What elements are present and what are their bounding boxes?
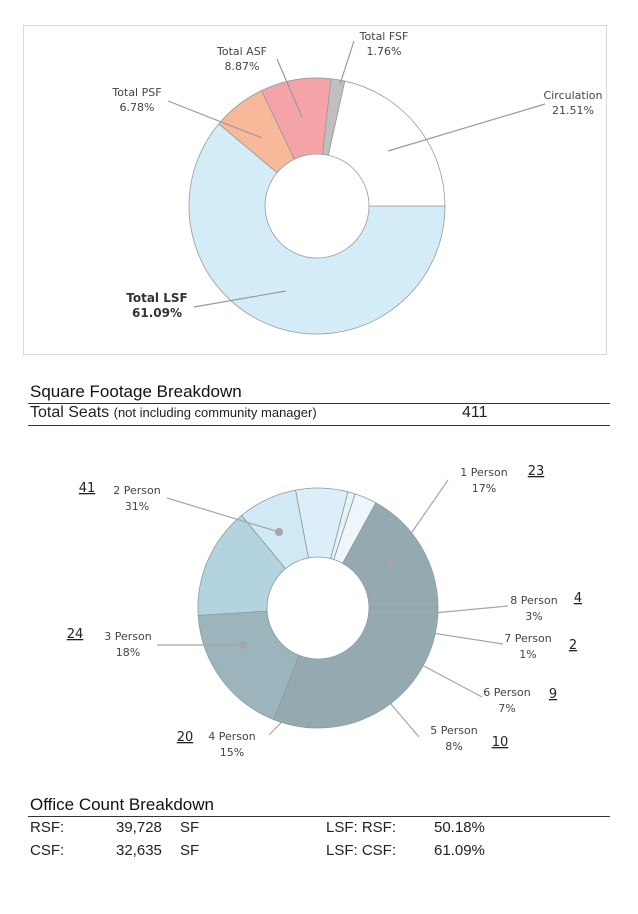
slice-pct-8-person: 3% (525, 610, 543, 623)
slice-pct-total-psf: 6.78% (119, 101, 155, 114)
lsf-rsf-label: LSF: RSF: (326, 819, 397, 836)
slice-pct-total-lsf: 61.09% (132, 306, 182, 320)
slice-label-2-person: 2 Person (113, 484, 161, 497)
slice-pct-6-person: 7% (498, 702, 516, 715)
leader-dot-1-person (386, 560, 394, 568)
rsf-value: 39,728 (116, 819, 162, 836)
office-count-8-person: 4 (573, 591, 583, 606)
slice-label-total-psf: Total PSF (112, 86, 162, 99)
slice-label-1-person: 1 Person (460, 466, 508, 479)
slice-label-3-person: 3 Person (104, 630, 152, 643)
csf-unit: SF (180, 842, 200, 859)
square-footage-title: Square Footage Breakdown (30, 382, 242, 401)
office-count-3-person: 24 (66, 627, 84, 642)
total-seats-label: Total Seats (30, 404, 110, 421)
slice-pct-7-person: 1% (519, 648, 537, 661)
slice-pct-circulation: 21.51% (552, 104, 594, 117)
lsf-csf-value: 61.09% (434, 842, 485, 859)
slice-pct-4-person: 15% (219, 746, 245, 759)
leader-dot-3-person (239, 641, 247, 649)
slice-circulation (328, 81, 445, 206)
slice-label-total-fsf: Total FSF (359, 30, 409, 43)
slice-label-6-person: 6 Person (483, 686, 531, 699)
rsf-unit: SF (180, 819, 200, 836)
square-footage-donut (111, 30, 602, 334)
slice-label-7-person: 7 Person (504, 632, 552, 645)
csf-value: 32,635 (116, 842, 162, 859)
office-count-title: Office Count Breakdown (30, 795, 214, 814)
total-seats-value: 411 (462, 404, 488, 421)
lsf-csf-label: LSF: CSF: (326, 842, 397, 859)
slice-label-8-person: 8 Person (510, 594, 558, 607)
total-seats-note: (not including community manager) (113, 405, 317, 420)
office-count-donut (67, 464, 582, 759)
slice-pct-total-fsf: 1.76% (366, 45, 402, 58)
slice-label-5-person: 5 Person (430, 724, 478, 737)
slice-pct-1-person: 17% (471, 482, 497, 495)
divider (28, 425, 610, 426)
total-seats-row (30, 404, 610, 422)
slice-label-circulation: Circulation (543, 89, 603, 102)
office-count-1-person: 23 (527, 464, 545, 479)
office-count-6-person: 9 (548, 687, 558, 702)
leader-line-total-fsf (340, 41, 354, 84)
slice-pct-total-asf: 8.87% (224, 60, 260, 73)
slice-pct-3-person: 18% (115, 646, 141, 659)
lsf-rsf-value: 50.18% (434, 819, 485, 836)
slice-2-person (274, 608, 438, 728)
leader-dot-2-person (275, 528, 283, 536)
slice-pct-2-person: 31% (124, 500, 150, 513)
slice-label-total-asf: Total ASF (216, 45, 268, 58)
divider (28, 816, 610, 817)
office-count-7-person: 2 (568, 638, 578, 653)
slice-label-4-person: 4 Person (208, 730, 256, 743)
rsf-label: RSF: (30, 819, 65, 836)
office-count-4-person: 20 (176, 730, 194, 745)
slice-pct-5-person: 8% (445, 740, 463, 753)
slice-label-total-lsf: Total LSF (126, 291, 188, 305)
csf-label: CSF: (30, 842, 65, 859)
office-count-2-person: 41 (78, 481, 96, 496)
office-count-5-person: 10 (491, 735, 509, 750)
